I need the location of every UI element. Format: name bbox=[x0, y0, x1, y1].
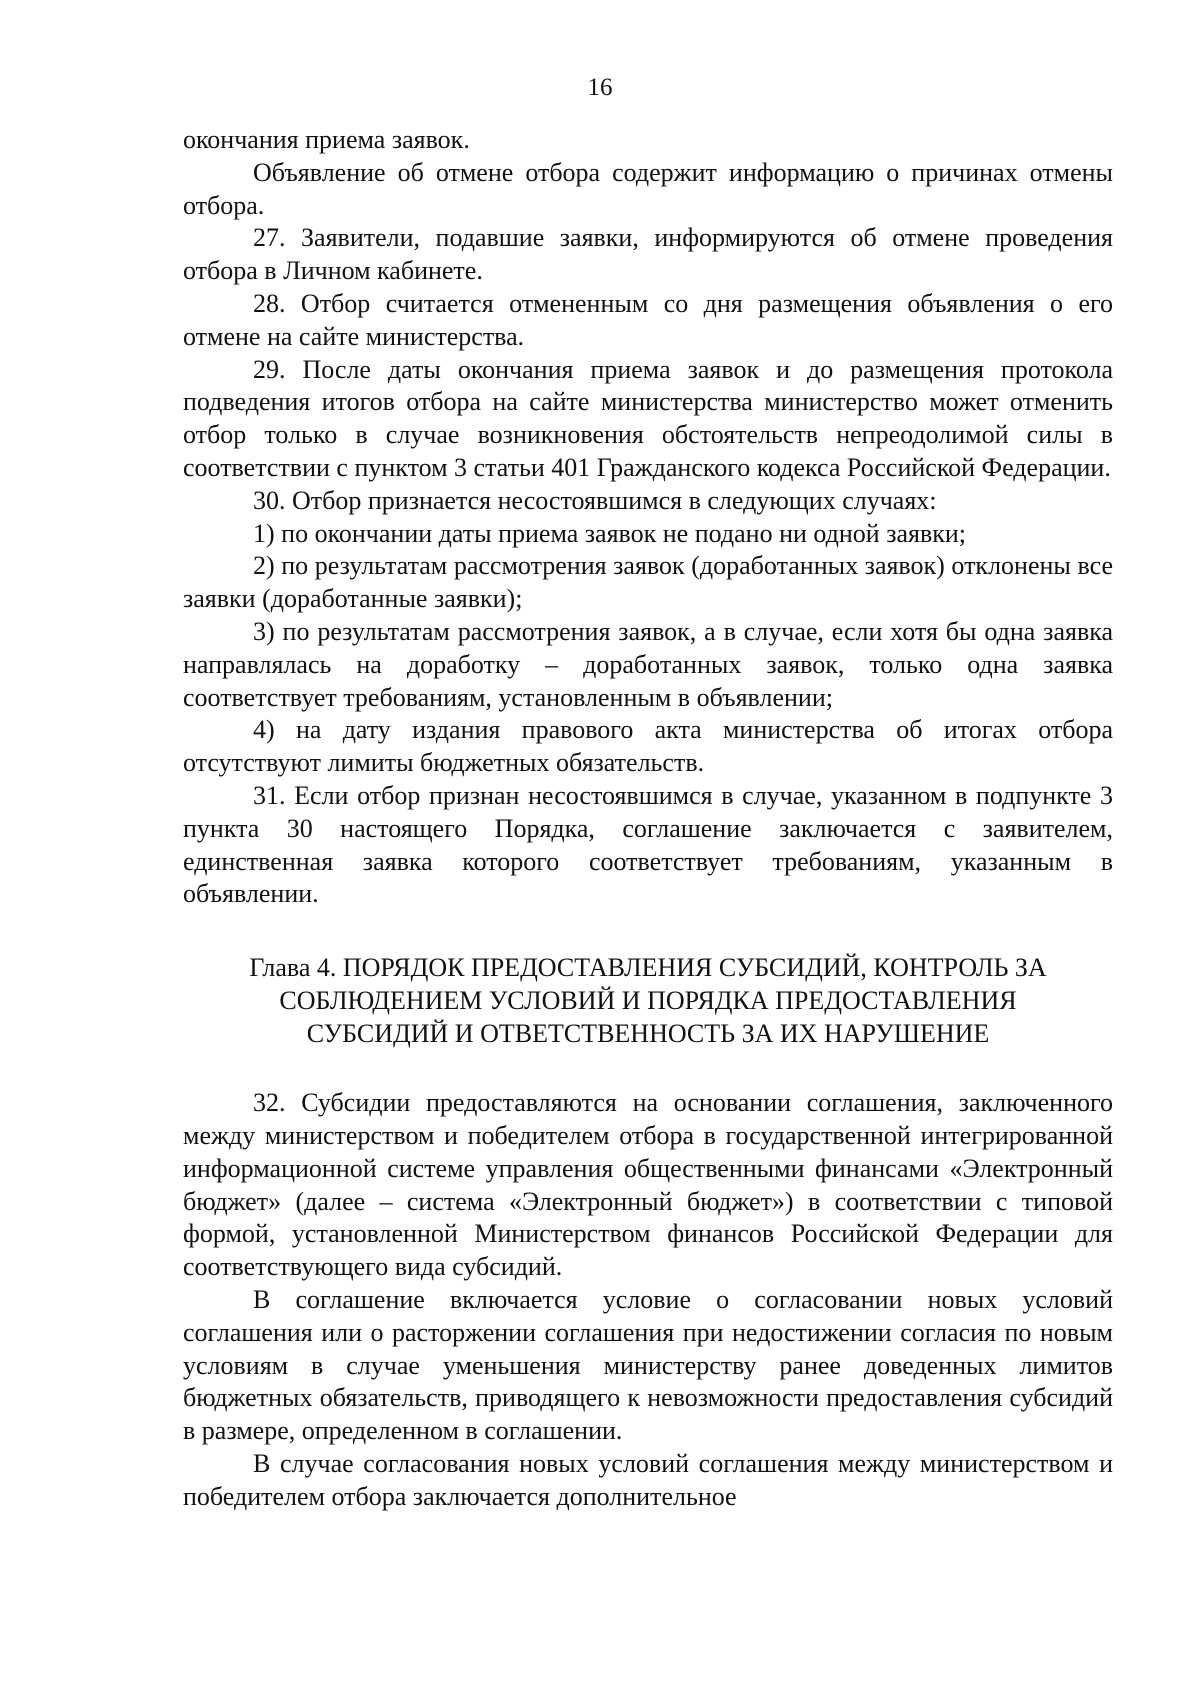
paragraph-agreement-conditions: В соглашение включается условие о согласовании новых условий соглашения или о расторжении соглашения при недостижении согласия по новым условиям в случае уменьшения министерству ранее доведенных лимитов бюджетных обязательств, приводящего к невозможности предоставления субсидий в размере, определенном в соглашении. bbox=[183, 1284, 1113, 1446]
document-body bbox=[183, 124, 1113, 1513]
chapter-heading-line: СОБЛЮДЕНИЕМ УСЛОВИЙ И ПОРЯДКА ПРЕДОСТАВЛЕНИЯ bbox=[279, 986, 1017, 1016]
page-number: 16 bbox=[587, 74, 613, 101]
list-item-30-3: 3) по результатам рассмотрения заявок, а в случае, если хотя бы одна заявка направлялась на доработку – доработанных заявок, только одна заявка соответствует требованиям, установленным в объявлении; bbox=[183, 616, 1113, 712]
paragraph-32: 32. Субсидии предоставляются на основании соглашения, заключенного между министерством и победителем отбора в государственной интегрированной информационной системе управления общественными финансами «Электронный бюджет» (далее – система «Электронный бюджет») в соответствии с типовой формой, установленной Министерством финансов Российской Федерации для соответствующего вида субсидий. bbox=[183, 1088, 1113, 1282]
list-item-30-1: 1) по окончании даты приема заявок не подано ни одной заявки; bbox=[253, 518, 967, 548]
paragraph-31: 31. Если отбор признан несостоявшимся в случае, указанном в подпункте 3 пункта 30 настоящего Порядка, соглашение заключается с заявителем, единственная заявка которого соответствует требованиям, указанным в объявлении. bbox=[183, 780, 1113, 909]
chapter-heading-line: Глава 4. ПОРЯДОК ПРЕДОСТАВЛЕНИЯ СУБСИДИЙ, КОНТРОЛЬ ЗА bbox=[249, 953, 1047, 983]
paragraph-28: 28. Отбор считается отмененным со дня размещения объявления о его отмене на сайте министерства. bbox=[183, 288, 1113, 351]
chapter-heading-line: СУБСИДИЙ И ОТВЕТСТВЕННОСТЬ ЗА ИХ НАРУШЕНИЕ bbox=[306, 1019, 990, 1049]
paragraph-27: 27. Заявители, подавшие заявки, информируются об отмене проведения отбора в Личном кабинете. bbox=[183, 223, 1113, 286]
paragraph-new-conditions: В случае согласования новых условий соглашения между министерством и победителем отбора заключается дополнительное bbox=[183, 1448, 1113, 1511]
paragraph-continuation: окончания приема заявок. bbox=[183, 125, 470, 154]
paragraph-29: 29. После даты окончания приема заявок и до размещения протокола подведения итогов отбора на сайте министерства министерство может отменить отбор только в случае возникновения обстоятельств непреодолимой силы в соответствии с пунктом 3 статьи 401 Гражданского кодекса Российской Федерации. bbox=[183, 354, 1113, 482]
paragraph-cancellation-announcement: Объявление об отмене отбора содержит информацию о причинах отмены отбора. bbox=[183, 157, 1113, 220]
paragraph-30: 30. Отбор признается несостоявшимся в следующих случаях: bbox=[253, 485, 937, 515]
chapter-heading bbox=[183, 951, 1113, 1050]
list-item-30-4: 4) на дату издания правового акта министерства об итогах отбора отсутствуют лимиты бюджетных обязательств. bbox=[183, 715, 1113, 778]
list-item-30-2: 2) по результатам рассмотрения заявок (доработанных заявок) отклонены все заявки (доработанные заявки); bbox=[183, 551, 1113, 614]
